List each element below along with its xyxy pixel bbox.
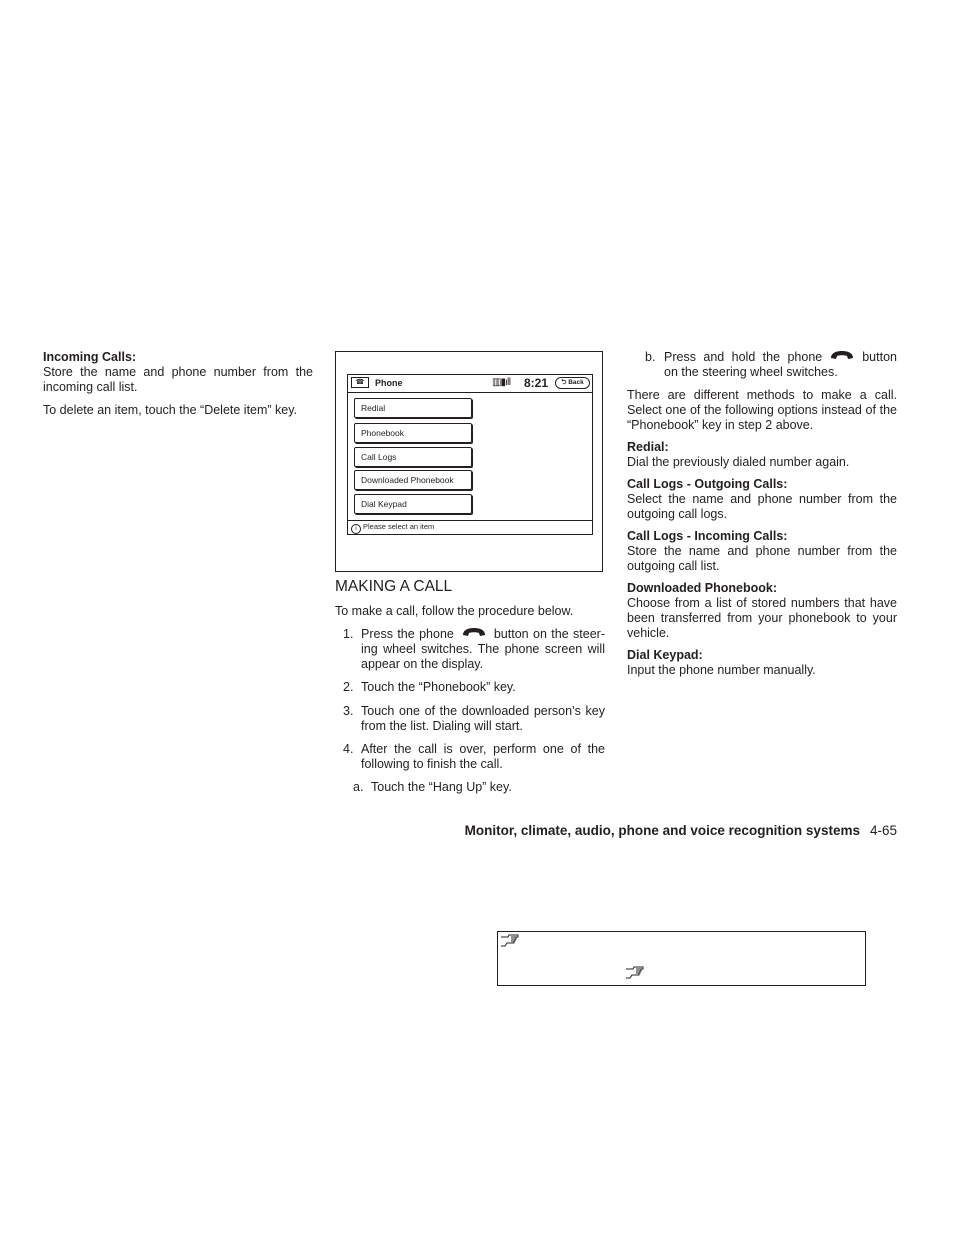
substep-letter: b. bbox=[645, 350, 656, 364]
signal-strength-icon: ▥▮ıll bbox=[492, 377, 511, 388]
step-4a bbox=[335, 780, 605, 795]
step-number: 3. bbox=[343, 704, 354, 718]
step-2 bbox=[335, 680, 605, 695]
dial-keypad-heading: Dial Keypad: bbox=[627, 648, 703, 662]
page-number: 4-65 bbox=[869, 823, 897, 838]
page-footer bbox=[465, 823, 897, 838]
step-2-text: Touch the “Phonebook” key. bbox=[361, 680, 516, 694]
call-logs-button[interactable]: Call Logs bbox=[354, 447, 472, 467]
step-4 bbox=[335, 742, 605, 772]
downloaded-phonebook-body: Choose from a list of stored numbers that have been transferred from your phonebook to your vehicle. bbox=[627, 596, 897, 640]
screen-status-text: Please select an item bbox=[363, 522, 435, 531]
left-column bbox=[43, 350, 313, 418]
procedure-intro: To make a call, follow the procedure below. bbox=[335, 604, 574, 618]
downloaded-phonebook-heading: Downloaded Phonebook: bbox=[627, 581, 777, 595]
step-4b-text-b: button on the steering wheel switches. bbox=[664, 350, 897, 379]
substep-letter: a. bbox=[353, 780, 364, 794]
footer-section-title: Monitor, climate, audio, phone and voice recognition systems bbox=[464, 823, 860, 838]
pointing-hand-icon bbox=[500, 934, 520, 950]
middle-column bbox=[335, 578, 605, 795]
redial-body: Dial the previously dialed number again. bbox=[627, 455, 850, 469]
right-column bbox=[627, 350, 897, 678]
pointing-hand-icon bbox=[625, 966, 645, 982]
outgoing-calls-body: Select the name and phone number from the outgoing call logs. bbox=[627, 492, 897, 521]
step-3 bbox=[335, 704, 605, 734]
redial-heading: Redial: bbox=[627, 440, 669, 454]
downloaded-phonebook-button[interactable]: Downloaded Phonebook bbox=[354, 470, 472, 490]
phonebook-button[interactable]: Phonebook bbox=[354, 423, 472, 443]
section-title: MAKING A CALL bbox=[335, 578, 453, 595]
info-icon: i bbox=[351, 524, 361, 534]
screen-clock: 8:21 bbox=[524, 376, 549, 390]
outgoing-calls-heading: Call Logs - Outgoing Calls: bbox=[627, 477, 788, 491]
incoming-calls-heading: Incoming Calls: bbox=[43, 350, 137, 364]
back-button[interactable]: ⮌ Back bbox=[555, 377, 590, 389]
phone-screen bbox=[347, 374, 593, 535]
step-4a-text: Touch the “Hang Up” key. bbox=[371, 780, 512, 794]
step-number: 4. bbox=[343, 742, 354, 756]
step-number: 2. bbox=[343, 680, 354, 694]
reference-box bbox=[497, 931, 866, 986]
phone-screen-figure bbox=[335, 351, 603, 572]
step-3-text: Touch one of the downloaded person’s key from the list. Dialing will start. bbox=[361, 704, 605, 733]
step-number: 1. bbox=[343, 627, 354, 641]
incoming-calls-heading: Call Logs - Incoming Calls: bbox=[627, 529, 788, 543]
screen-title: Phone bbox=[375, 378, 403, 388]
step-4b bbox=[627, 350, 897, 380]
delete-item-note: To delete an item, touch the “Delete item” key. bbox=[43, 403, 298, 417]
phone-tab-icon[interactable]: ☎ bbox=[351, 377, 369, 388]
step-1-text-a: Press the phone bbox=[361, 627, 454, 641]
step-4b-text-a: Press and hold the phone bbox=[664, 350, 823, 364]
phone-handset-icon bbox=[822, 350, 862, 362]
step-1 bbox=[335, 627, 605, 672]
methods-intro: There are different methods to make a call. Select one of the following options instead of the “Phonebook” key in step 2 above. bbox=[627, 388, 897, 432]
phone-handset-icon bbox=[454, 627, 494, 639]
screen-header bbox=[348, 375, 592, 393]
step-4-text: After the call is over, perform one of the following to finish the call. bbox=[361, 742, 605, 771]
screen-status-bar bbox=[348, 520, 592, 534]
redial-button[interactable]: Redial bbox=[354, 398, 472, 418]
incoming-calls-body: Store the name and phone number from the incoming call list. bbox=[43, 365, 313, 394]
step-1-text-b: button on the steer-ing wheel switches. The phone screen will appear on the display. bbox=[361, 627, 605, 671]
incoming-calls-body: Store the name and phone number from the outgoing call list. bbox=[627, 544, 897, 573]
dial-keypad-button[interactable]: Dial Keypad bbox=[354, 494, 472, 514]
dial-keypad-body: Input the phone number manually. bbox=[627, 663, 816, 677]
